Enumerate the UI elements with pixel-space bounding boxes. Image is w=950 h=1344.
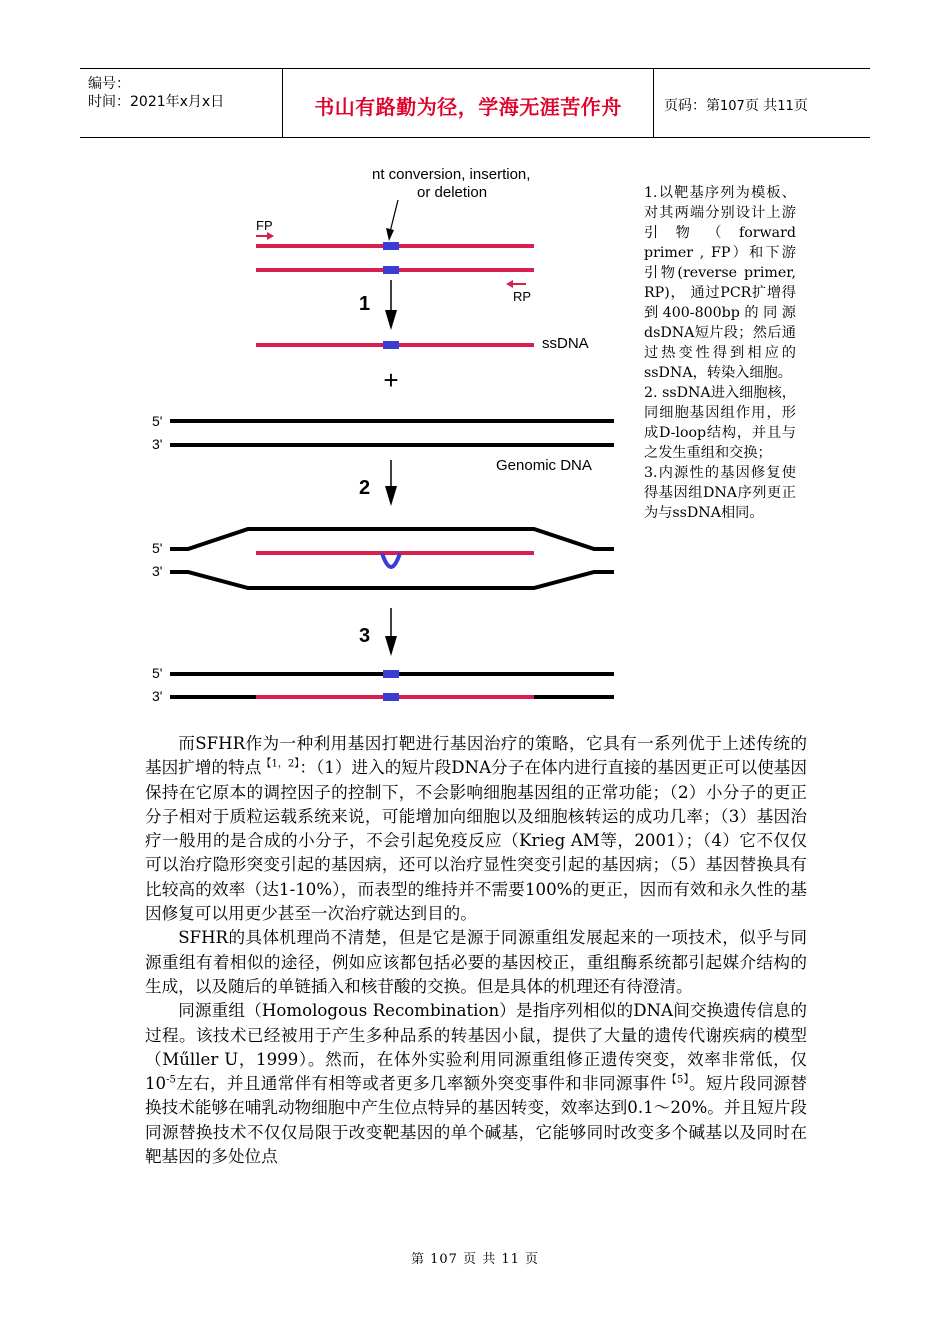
citation-5: 【5】 [666, 1074, 689, 1086]
ds-top-mark [383, 242, 399, 250]
dloop-mismatch [382, 553, 400, 567]
page-num: 107 [720, 99, 745, 114]
rp-arrowhead [506, 280, 513, 288]
final-3prime: 3' [152, 688, 163, 704]
final-bottom-mark [383, 693, 399, 701]
dloop-3prime: 3' [152, 563, 163, 579]
plus-sign: + [383, 365, 399, 395]
header-motto-cell [283, 69, 654, 137]
sfhr-diagram [140, 160, 630, 725]
pointer-line [390, 200, 398, 232]
figure-caption [644, 183, 796, 523]
page-suffix: 页 [793, 98, 808, 114]
dloop-top-strand [170, 529, 614, 549]
header-page-cell [654, 69, 870, 137]
exponent: -5 [166, 1074, 176, 1086]
p1-text-b: ：（1）进入的短片段DNA分子在体内进行直接的基因更正可以使基因保持在它原本的调控因子的控制下，不会影响细胞基因组的正常功能；（2）小分子的更正分子相对于质粒运载系统来说，可能增加向细胞以及细胞核转运的成功几率；（3）基因治疗一般用的是合成的小分子，不会引起免疫反应（Krieg AM等，2001）；（4）它不仅仅可以治疗隐形突变引起的基因病，还可以治疗显性突变引起的基因病；（5）基因替换具有比较高的效率（达1-10%），而表型的维持并不需要100%的更正，因而有效和永久性的基因修复可以用更少甚至一次治疗就达到目的。 [145, 758, 807, 924]
step2-arrowhead [385, 486, 397, 506]
fp-arrowhead [267, 232, 274, 240]
rp-label: RP [513, 289, 532, 304]
genomic-5prime: 5' [152, 413, 163, 429]
page-prefix: 页码：第 [664, 98, 720, 114]
mutation-label-2: or deletion [417, 184, 488, 201]
genomic-3prime: 3' [152, 436, 163, 452]
genomic-label: Genomic DNA [496, 457, 592, 474]
ssdna-label: ssDNA [542, 335, 589, 352]
paragraph-2: SFHR的具体机理尚不清楚，但是它是源于同源重组发展起来的一项技术，似乎与同源重组有着相似的途径，例如应该都包括必要的基因校正，重组酶系统都引起媒介结构的生成，以及随后的单链插入和核苷酸的交换。但是具体的机理还有待澄清。 [145, 928, 807, 996]
step3-number: 3 [359, 625, 371, 647]
code-label: 编号： [88, 76, 130, 92]
final-5prime: 5' [152, 665, 163, 681]
paragraph-3 [145, 999, 807, 1169]
step1-arrowhead [385, 310, 397, 330]
ds-bottom-mark [383, 266, 399, 274]
caption-step3: 3.内源性的基因修复使得基因组DNA序列更正为与ssDNA相同。 [644, 465, 796, 521]
header-meta-cell [80, 69, 283, 137]
p1-text-a: 而SFHR作为一种利用基因打靶进行基因治疗的策略，它具有一系列优于上述传统的基因扩增的特点 [145, 734, 807, 778]
final-top-mark [383, 670, 399, 678]
p3-text-a: 同源重组（Homologous Recombination）是指序列相似的DNA间交换遗传信息的过程。该技术已经被用于产生多种品系的转基因小鼠，提供了大量的遗传代谢疾病的模型（Műller U，1999）。然而，在体外实验利用同源重组修正遗传突变，效率非常低，仅10 [145, 1001, 807, 1094]
time-line: 时间：2021年x月x日 [88, 94, 225, 110]
p3-text-b: 左右，并且通常伴有相等或者更多几率额外突变事件和非同源事件 [175, 1074, 667, 1094]
pointer-arrowhead [386, 228, 394, 241]
p3-text-c: 。短片段同源替换技术能够在哺乳动物细胞中产生位点特异的基因转变，效率达到0.1～20%。并且短片段同源替换技术不仅仅局限于改变靶基因的单个碱基，它能够同时改变多个碱基以及同时在靶基因的多处位点 [145, 1074, 808, 1167]
step3-arrowhead [385, 636, 397, 656]
page-total: 11 [777, 99, 794, 114]
page-footer: 第 107 页 共 11 页 [410, 1252, 540, 1267]
header-table [80, 68, 870, 138]
caption-step1: 1.以靶基序列为模板、对其两端分别设计上游引物（forward primer , FP）和下游引物(reverse primer, RP)， 通过PCR扩增得到400-800bp的同源dsDNA短片段；然后通过热变性得到相应的ssDNA，转染入细胞。 [644, 185, 796, 381]
body-text [145, 732, 807, 1169]
dloop-5prime: 5' [152, 540, 163, 556]
page-mid: 页 共 [744, 98, 778, 114]
page-indicator [664, 95, 808, 115]
motto: 书山有路勤为径，学海无涯苦作舟 [314, 95, 622, 119]
citation-1-2: 【1，2】 [261, 758, 300, 770]
ssdna-mark [383, 341, 399, 349]
caption-step2: 2. ssDNA进入细胞核，同细胞基因组作用，形成D-loop结构，并且与之发生重组和交换； [644, 385, 796, 461]
step2-number: 2 [359, 477, 371, 499]
step1-number: 1 [359, 293, 371, 315]
dloop-bottom-strand [170, 572, 614, 588]
paragraph-1 [145, 732, 807, 926]
fp-label: FP [256, 218, 273, 233]
mutation-label-1: nt conversion, insertion, [372, 166, 531, 183]
